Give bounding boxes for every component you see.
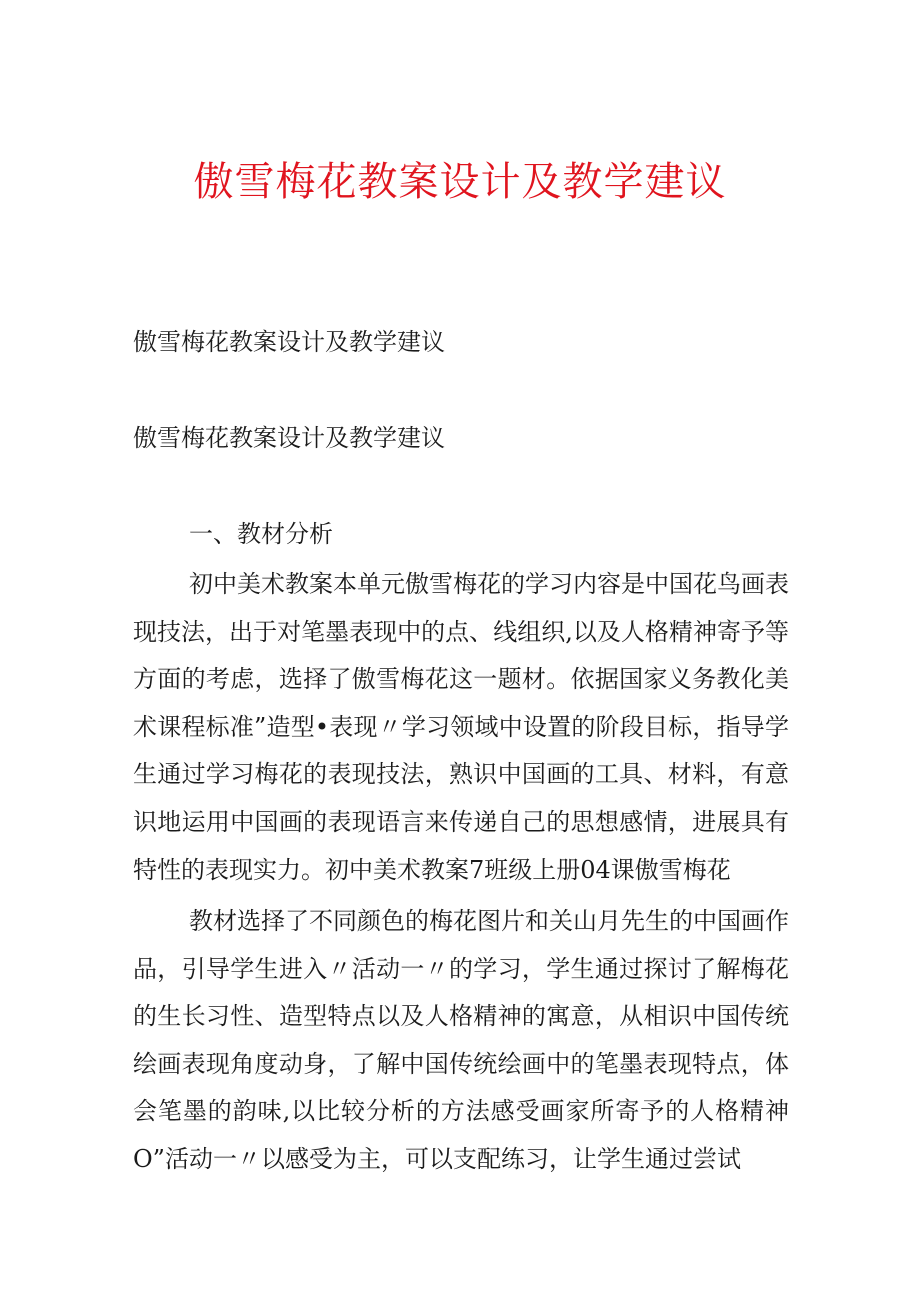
body-paragraph-2: 教材选择了不同颜色的梅花图片和关山月先生的中国画作品，引导学生进入〃活动一〃的学习，学生通过探讨了解梅花的生长习性、造型特点以及人格精神的寓意，从相识中国传统绘画表现角度动身，了解中国传统绘画中的笔墨表现特点，体会笔墨的韵味,以比较分析的方法感受画家所寄予的人格精神O”活动一〃以感受为主，可以支配练习，让学生通过尝试 [133,907,789,1173]
document-subtitle-1: 傲雪梅花教案设计及教学建议 [133,328,445,356]
document-subtitle-2: 傲雪梅花教案设计及教学建议 [133,424,445,452]
body-paragraph-1: 初中美术教案本单元傲雪梅花的学习内容是中国花鸟画表现技法，出于对笔墨表现中的点、线组织,以及人格精神寄予等方面的考虑，选择了傲雪梅花这一题材。依据国家义务教化美术课程标准”造型•表现〃学习领域中设置的阶段目标，指导学生通过学习梅花的表现技法，熟识中国画的工具、材料，有意识地运用中国画的表现语言来传递自己的思想感情，进展具有特性的表现实力。初中美术教案7班级上册04课傲雪梅花 [133,570,789,884]
section-heading: 一、教材分析 [189,520,333,548]
document-title: 傲雪梅花教案设计及教学建议 [193,159,727,205]
